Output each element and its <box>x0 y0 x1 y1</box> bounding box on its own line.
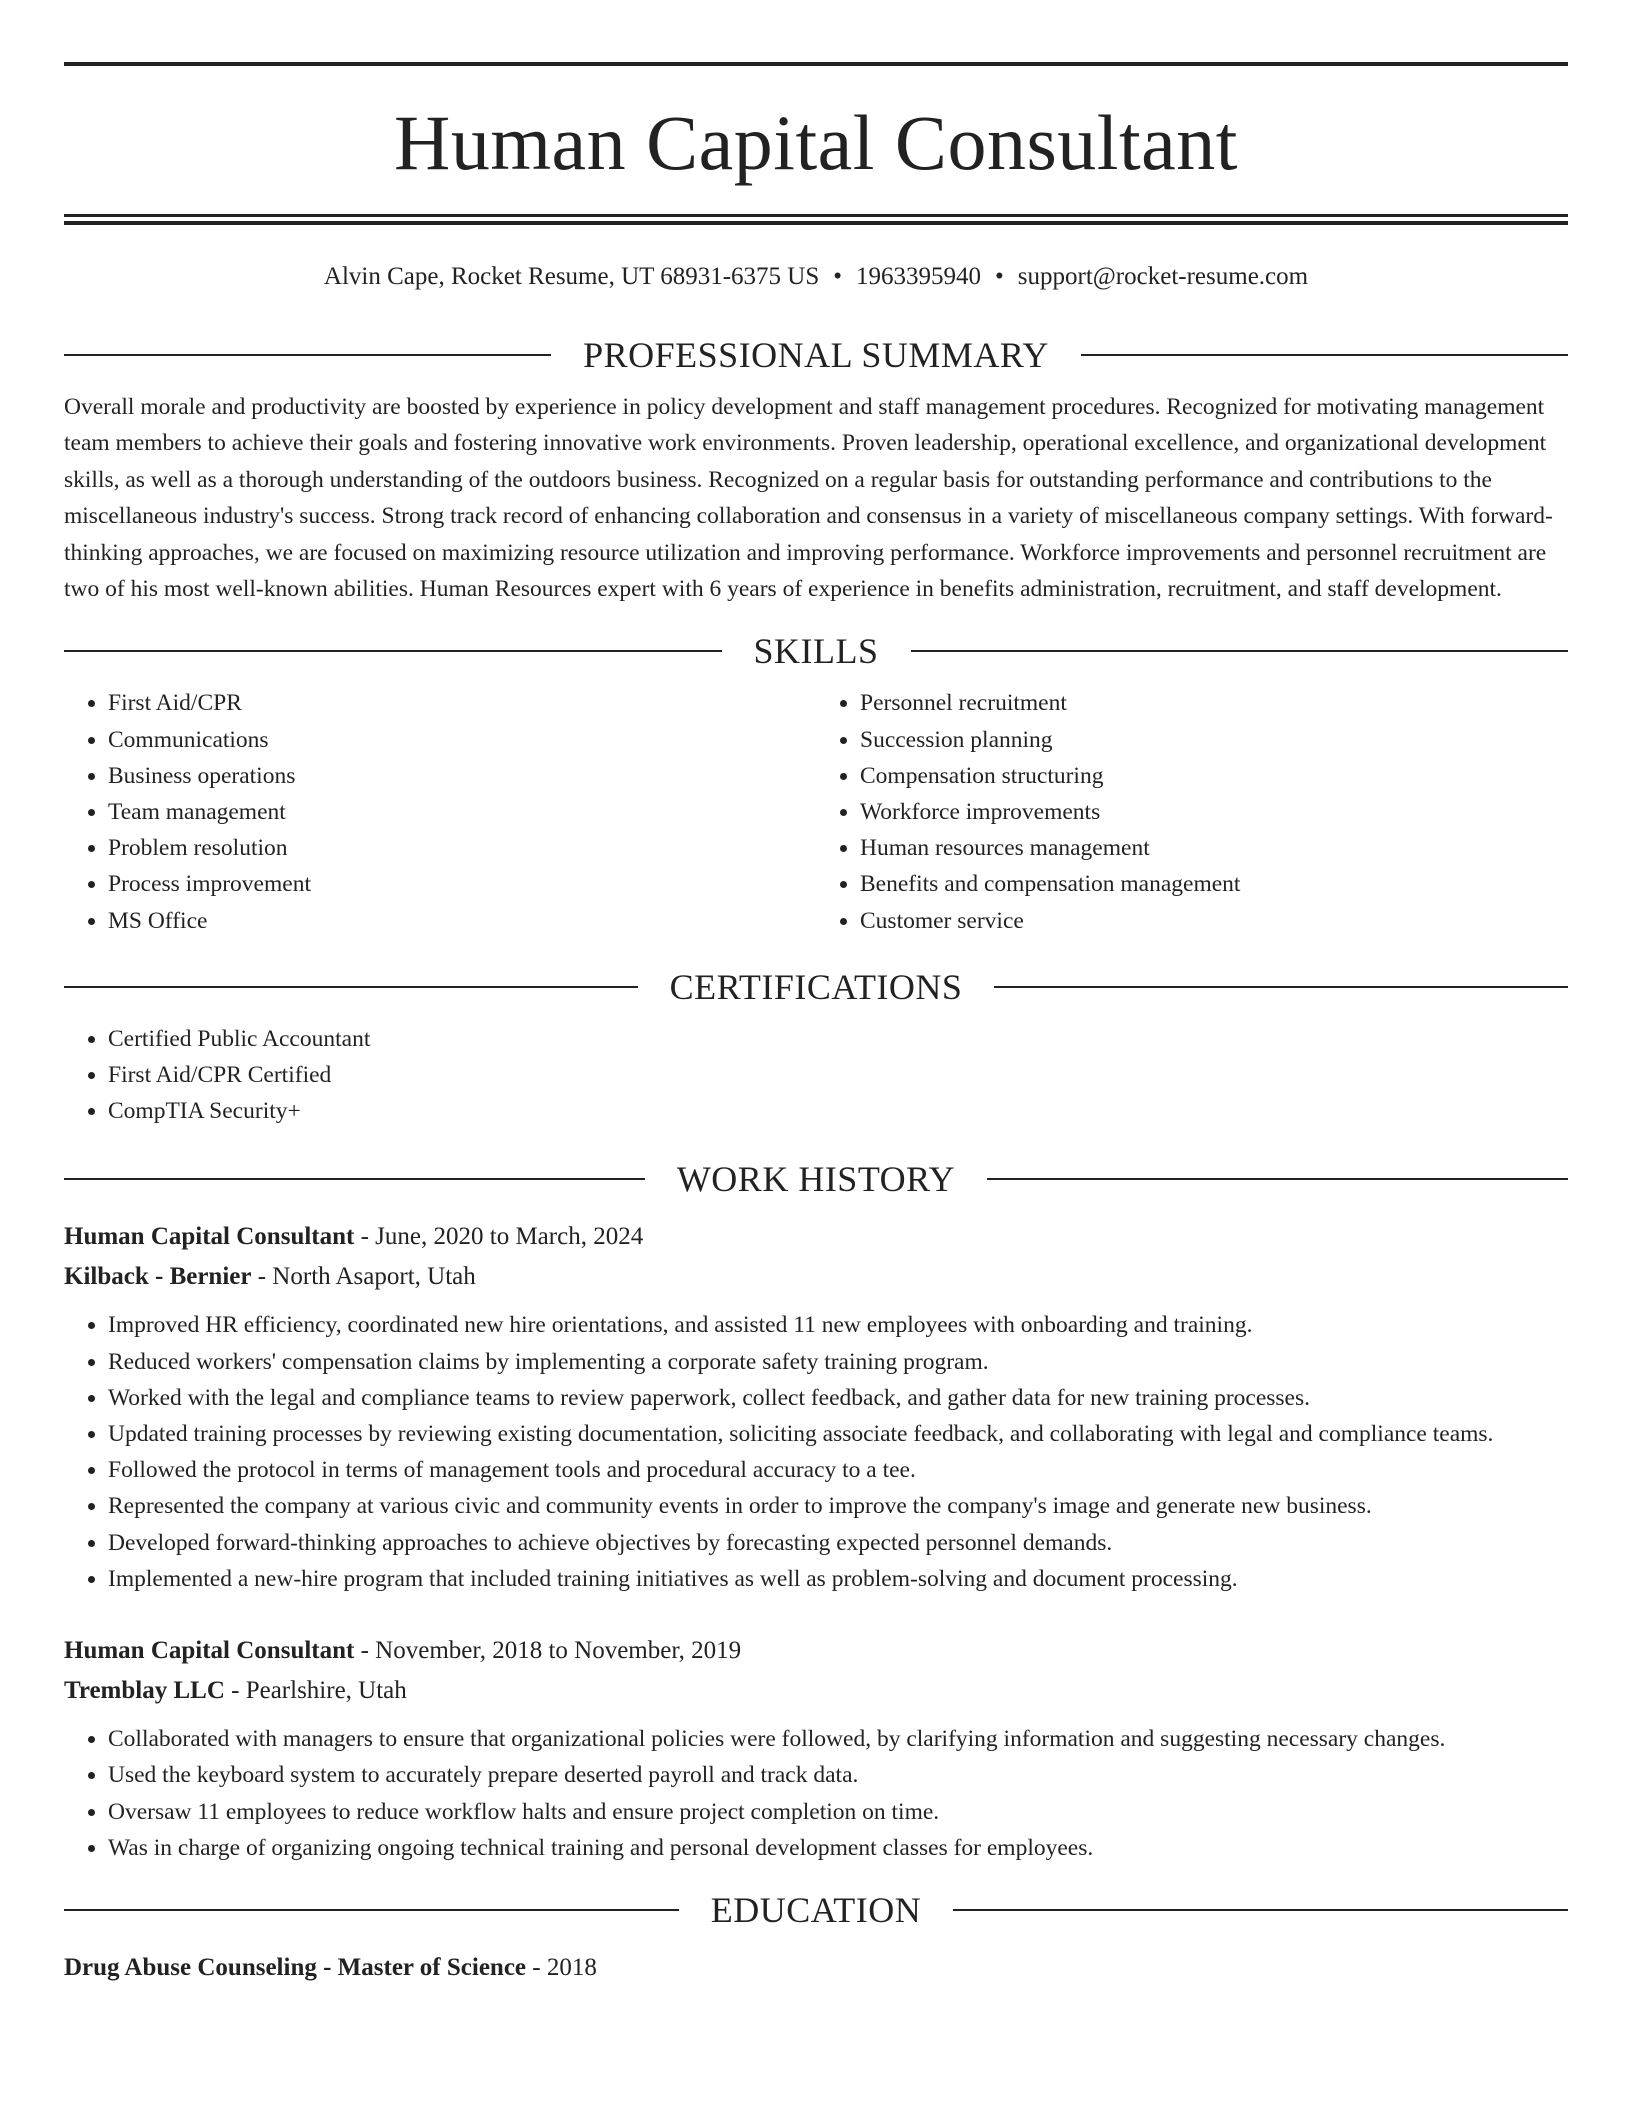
job-company-line <box>64 1671 1568 1711</box>
section-rule <box>64 354 551 356</box>
section-rule <box>1081 354 1568 356</box>
job-title-line <box>64 1217 1568 1257</box>
contact-separator: • <box>833 263 843 290</box>
job-location: - North Asaport, Utah <box>251 1263 476 1291</box>
certifications-list <box>64 1021 1568 1130</box>
page-title: Human Capital Consultant <box>394 99 1238 186</box>
job-bullet: • Followed the protocol in terms of management tools and procedural accuracy to a tee. <box>108 1452 1568 1488</box>
section-rule <box>64 650 722 652</box>
section-header-certifications <box>64 965 1568 1009</box>
skill-item: • Personnel recruitment <box>860 685 1568 721</box>
summary-text: Overall morale and productivity are boosted by experience in policy development and staff management procedures. Recognized for motivating management team members to achieve their goals and fostering innovative work environments. Proven leadership, operational excellence, and organizational development skills, as well as a thorough understanding of the outdoors business. Recognized on a regular basis for outstanding performance and contributions to the miscellaneous industry's success. Strong track record of enhancing collaboration and consensus in a variety of miscellaneous company settings. With forward-thinking approaches, we are focused on maximizing resource utilization and improving performance. Workforce improvements and personnel recruitment are two of his most well-known abilities. Human Resources expert with 6 years of experience in benefits administration, recruitment, and staff development. <box>64 394 1553 603</box>
section-rule <box>953 1909 1568 1911</box>
job-bullet: • Updated training processes by reviewing existing documentation, soliciting associate feedback, and collaborating with legal and compliance teams. <box>108 1416 1568 1452</box>
job-bullet: • Represented the company at various civic and community events in order to improve the company's image and generate new business. <box>108 1488 1568 1524</box>
job-bullet: • Improved HR efficiency, coordinated new hire orientations, and assisted 11 new employees with onboarding and training. <box>108 1307 1568 1343</box>
skill-item: • First Aid/CPR <box>108 685 816 721</box>
contact-address: Alvin Cape, Rocket Resume, UT 68931-6375 US <box>323 263 820 290</box>
job-dates: - June, 2020 to March, 2024 <box>354 1223 644 1251</box>
job-company-line <box>64 1257 1568 1297</box>
job-bullet: • Reduced workers' compensation claims by implementing a corporate safety training program. <box>108 1344 1568 1380</box>
job-company: Kilback - Bernier <box>64 1263 252 1291</box>
section-title: EDUCATION <box>710 1889 922 1930</box>
skill-item: • Benefits and compensation management <box>860 866 1568 902</box>
section-header-work-history <box>64 1157 1568 1201</box>
job-bullets <box>64 1721 1568 1866</box>
skill-item: • Succession planning <box>860 722 1568 758</box>
skills-list-right <box>816 685 1568 938</box>
section-title: PROFESSIONAL SUMMARY <box>583 335 1049 375</box>
certification-item: • Certified Public Accountant <box>108 1021 1568 1057</box>
job-bullet: • Was in charge of organizing ongoing technical training and personal development classes for employees. <box>108 1830 1568 1866</box>
job-title: Human Capital Consultant <box>64 1637 355 1665</box>
section-title: SKILLS <box>753 631 879 672</box>
skill-item: • Business operations <box>108 758 816 794</box>
section-rule <box>911 650 1569 652</box>
section-rule <box>64 986 638 988</box>
section-rule <box>987 1178 1568 1180</box>
job-dates: - November, 2018 to November, 2019 <box>354 1637 742 1665</box>
job-location: - Pearlshire, Utah <box>224 1677 407 1705</box>
section-rule <box>994 986 1568 988</box>
job-entry <box>64 1217 1568 1597</box>
section-title: CERTIFICATIONS <box>669 966 963 1007</box>
job-title-line <box>64 1631 1568 1671</box>
skill-item: • Human resources management <box>860 830 1568 866</box>
job-bullet: • Oversaw 11 employees to reduce workflow halts and ensure project completion on time. <box>108 1794 1568 1830</box>
job-bullet: • Implemented a new-hire program that included training initiatives as well as problem-solving and document processing. <box>108 1561 1568 1597</box>
section-rule <box>64 1909 679 1911</box>
skill-item: • Team management <box>108 794 816 830</box>
job-bullet: • Collaborated with managers to ensure that organizational policies were followed, by clarifying information and suggesting necessary changes. <box>108 1721 1568 1757</box>
skill-item: • Communications <box>108 722 816 758</box>
contact-email: support@rocket-resume.com <box>1017 263 1309 290</box>
title-double-rule <box>64 214 1568 225</box>
education-year: - 2018 <box>526 1953 597 1981</box>
section-rule <box>64 1178 645 1180</box>
skill-item: • Process improvement <box>108 866 816 902</box>
skill-item: • Compensation structuring <box>860 758 1568 794</box>
skill-item: • Workforce improvements <box>860 794 1568 830</box>
certification-item: • First Aid/CPR Certified <box>108 1057 1568 1093</box>
skill-item: • Problem resolution <box>108 830 816 866</box>
job-company: Tremblay LLC <box>64 1677 225 1705</box>
skill-item: • Customer service <box>860 903 1568 939</box>
top-rule <box>64 62 1568 66</box>
skills-grid <box>64 685 1568 938</box>
job-bullets <box>64 1307 1568 1597</box>
education-entry <box>64 1948 1568 1988</box>
skill-item: • MS Office <box>108 903 816 939</box>
contact-line <box>64 261 1568 293</box>
job-bullet: • Worked with the legal and compliance teams to review paperwork, collect feedback, and gather data for new training processes. <box>108 1380 1568 1416</box>
contact-phone: 1963395940 <box>856 263 982 290</box>
job-bullet: • Used the keyboard system to accurately prepare deserted payroll and track data. <box>108 1757 1568 1793</box>
skills-list-left <box>64 685 816 938</box>
education-degree: Drug Abuse Counseling - Master of Science <box>64 1953 527 1981</box>
certification-item: • CompTIA Security+ <box>108 1093 1568 1129</box>
job-entry <box>64 1631 1568 1866</box>
section-title: WORK HISTORY <box>676 1159 956 1200</box>
job-bullet: • Developed forward-thinking approaches to achieve objectives by forecasting expected personnel demands. <box>108 1525 1568 1561</box>
job-title: Human Capital Consultant <box>64 1223 355 1251</box>
contact-separator: • <box>995 263 1004 290</box>
section-header-summary <box>64 333 1568 377</box>
section-header-skills <box>64 629 1568 673</box>
section-header-education <box>64 1888 1568 1932</box>
